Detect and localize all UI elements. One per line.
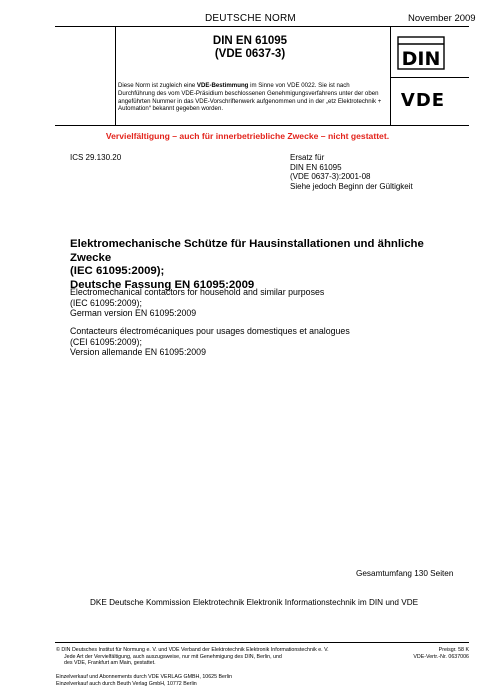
title-line: Version allemande EN 61095:2009 bbox=[70, 347, 206, 357]
title-line: Contacteurs électromécaniques pour usages domestiques et analogues bbox=[70, 326, 350, 336]
replacement-line: (VDE 0637-3):2001-08 bbox=[290, 172, 371, 181]
footer-line: Einzelverkauf und Abonnements durch VDE VERLAG GMBH, 10625 Berlin bbox=[56, 674, 233, 680]
german-title bbox=[70, 238, 460, 292]
notice-text-2: im Sinne von VDE 0022. Sie ist nach Durchführung des vom VDE-Präsidium beschlossenen Genehmigungsverfahrens unter der oben angeführten Nummer in das VDE-Vorschriftenwerk aufgenommen und in der „etz Elektrotechnik + Automation“ bekannt gegeben worden. bbox=[118, 82, 382, 113]
vde-distribution-number: VDE-Vertr.-Nr. 0637006 bbox=[413, 653, 469, 660]
publication-date: November 2009 bbox=[408, 13, 476, 24]
din-logo-icon bbox=[397, 36, 445, 70]
dke-line: DKE Deutsche Kommission Elektrotechnik Elektronik Informationstechnik im DIN und VDE bbox=[90, 598, 419, 607]
replacement-info bbox=[290, 153, 413, 191]
title-line: (CEI 61095:2009); bbox=[70, 336, 142, 347]
replacement-line: DIN EN 61095 bbox=[290, 162, 342, 172]
title-line: (IEC 61095:2009); bbox=[70, 297, 142, 308]
vde-logo-icon bbox=[394, 89, 452, 109]
title-line: German version EN 61095:2009 bbox=[70, 308, 197, 318]
reproduction-warning: Vervielfältigung – auch für innerbetriebliche Zwecke – nicht gestattet. bbox=[105, 131, 390, 141]
title-line: Electromechanical contactors for household and similar purposes bbox=[70, 287, 325, 297]
ics-code: ICS 29.130.20 bbox=[70, 153, 122, 162]
header-divider-left bbox=[115, 26, 116, 125]
footer-line: Einzelverkauf auch durch Beuth Verlag GmbH, 10772 Berlin bbox=[56, 680, 197, 687]
notice-bold: VDE-Bestimmung bbox=[196, 82, 249, 89]
vde-notice bbox=[118, 82, 388, 113]
vde-logo-text: VDE bbox=[400, 90, 446, 109]
header-divider-right bbox=[390, 26, 391, 125]
footer-top-rule bbox=[55, 642, 469, 643]
replacement-line: Ersatz für bbox=[290, 153, 325, 162]
header-top-rule bbox=[55, 26, 469, 27]
total-pages: Gesamtumfang 130 Seiten bbox=[356, 569, 454, 578]
vde-number: (VDE 0637-3) bbox=[214, 48, 286, 60]
copyright-notice bbox=[56, 647, 329, 667]
logo-divider bbox=[390, 77, 469, 78]
title-line: (IEC 61095:2009); bbox=[70, 265, 165, 277]
title-line: Elektromechanische Schütze für Hausinstallationen und ähnliche Zwecke bbox=[70, 238, 424, 264]
english-title bbox=[70, 287, 324, 319]
din-logo-text: DIN bbox=[401, 48, 441, 70]
document-number-block bbox=[130, 35, 370, 61]
french-title bbox=[70, 326, 350, 358]
sales-info bbox=[56, 674, 232, 687]
footer-line: des VDE, Frankfurt am Main, gestattet. bbox=[64, 660, 156, 667]
price-info bbox=[405, 647, 469, 660]
norm-label: DEUTSCHE NORM bbox=[205, 13, 296, 24]
document-number: DIN EN 61095 bbox=[212, 35, 288, 47]
title-line: Deutsche Fassung EN 61095:2009 bbox=[70, 278, 255, 291]
footer-line: Jede Art der Vervielfältigung, auch auszugsweise, nur mit Genehmigung des DIN, Berlin, und bbox=[64, 653, 282, 660]
footer-line: © DIN Deutsches Institut für Normung e. V. und VDE Verband der Elektrotechnik Elektronik Informationstechnik e. V. bbox=[56, 647, 329, 653]
replacement-line: Siehe jedoch Beginn der Gültigkeit bbox=[290, 181, 413, 191]
header-bottom-rule bbox=[55, 125, 469, 126]
notice-text-1: Diese Norm ist zugleich eine bbox=[118, 82, 197, 89]
price-group: Preisgr. 58 K bbox=[438, 647, 469, 653]
